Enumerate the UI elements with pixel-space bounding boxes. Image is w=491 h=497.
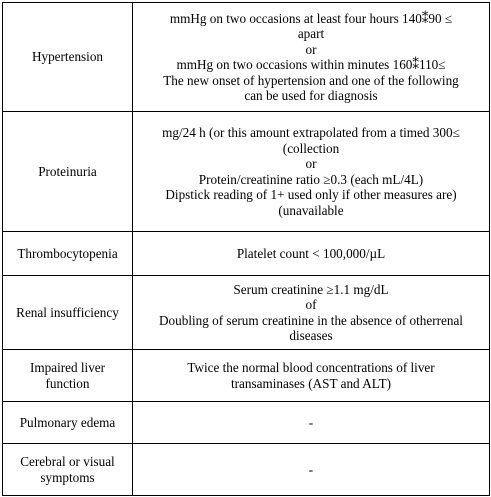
row-label-cell: Pulmonary edema — [3, 402, 133, 444]
criteria-line: Platelet count < 100,000/µL — [236, 245, 386, 261]
row-criteria-cell — [133, 3, 490, 112]
row-label-cell: Impaired liver function — [3, 350, 133, 402]
row-criteria-cell — [133, 232, 490, 276]
criteria-line: or — [305, 41, 317, 57]
criteria-line: diseases — [289, 328, 333, 343]
criteria-line: Twice the normal blood concentrations of liver — [187, 360, 435, 375]
criteria-table — [2, 2, 490, 496]
criteria-line: mmHg on two occasions at least four hours 140⁑90 ≤ — [169, 10, 453, 26]
row-label-cell: Cerebral or visual symptoms — [3, 444, 133, 496]
row-label-cell: Renal insufficiency — [3, 276, 133, 350]
criteria-line: The new onset of hypertension and one of the following — [163, 72, 459, 88]
row-label-cell: Proteinuria — [3, 112, 133, 232]
criteria-line: - — [308, 414, 314, 430]
criteria-line: apart — [297, 26, 325, 41]
table-row — [3, 232, 490, 276]
criteria-line: or — [305, 156, 317, 171]
table-row — [3, 112, 490, 232]
row-criteria-cell — [133, 276, 490, 350]
criteria-line: transaminases (AST and ALT) — [230, 375, 392, 391]
row-label-cell: Hypertension — [3, 3, 133, 112]
table-row — [3, 350, 490, 402]
criteria-line: - — [308, 461, 314, 477]
row-criteria-cell — [133, 444, 490, 496]
criteria-line: can be used for diagnosis — [244, 88, 378, 103]
table-row — [3, 402, 490, 444]
criteria-line: Protein/creatinine ratio ≥0.3 (each mL/4L) — [198, 171, 424, 187]
row-criteria-cell — [133, 350, 490, 402]
criteria-line: Dipstick reading of 1+ used only if other measures are) — [165, 187, 457, 202]
criteria-line: mmHg on two occasions within minutes 160⁑110≤ — [176, 57, 446, 72]
criteria-line: (collection — [282, 140, 340, 156]
criteria-line: of — [305, 297, 317, 312]
table-row — [3, 3, 490, 112]
criteria-line: mg/24 h (or this amount extrapolated from a timed 300≤ — [162, 125, 460, 140]
criteria-line: Serum creatinine ≥1.1 mg/dL — [233, 281, 389, 297]
criteria-line: Doubling of serum creatinine in the absence of otherrenal — [159, 312, 463, 328]
criteria-line: (unavailable — [278, 202, 344, 218]
table-row — [3, 444, 490, 496]
table-row — [3, 276, 490, 350]
row-criteria-cell — [133, 112, 490, 232]
row-label-cell: Thrombocytopenia — [3, 232, 133, 276]
row-criteria-cell — [133, 402, 490, 444]
